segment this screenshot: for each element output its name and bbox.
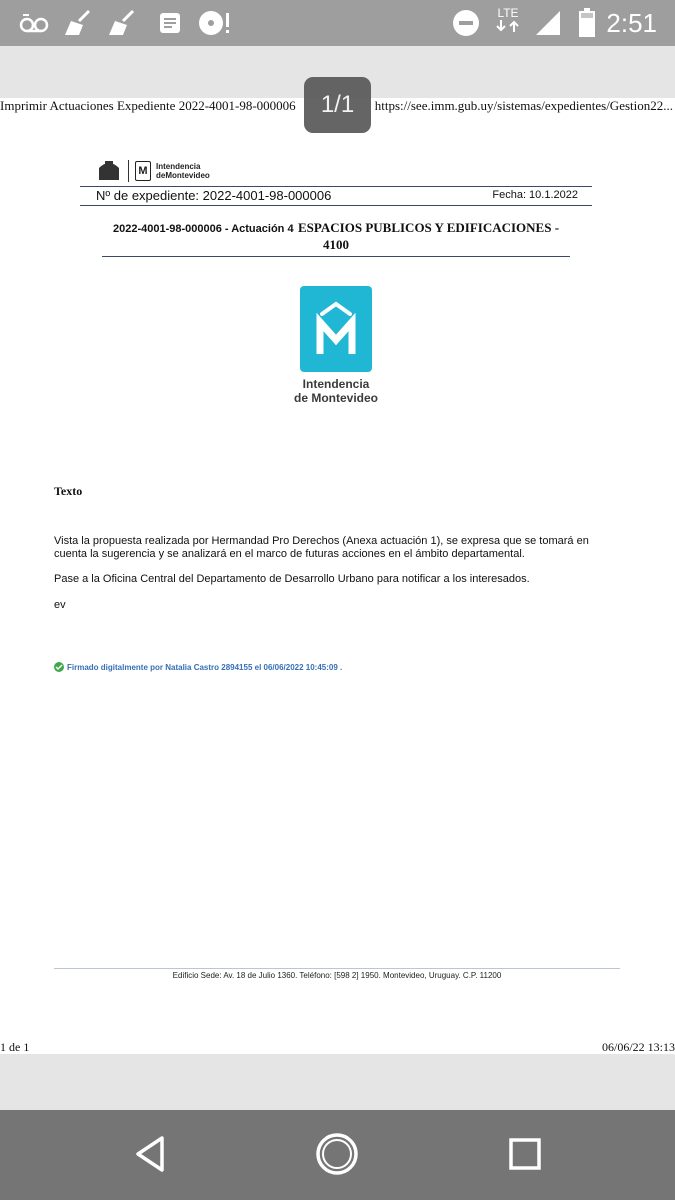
paragraph: ev — [54, 599, 66, 611]
pdf-page — [0, 98, 675, 1054]
print-timestamp: 06/06/22 13:13 — [601, 1040, 675, 1054]
cleaner-icon — [62, 8, 94, 38]
battery-icon — [575, 8, 599, 38]
logo-text-line-1: Intendencia — [302, 377, 370, 391]
actuacion-prefix: 2022-4001-98-000006 - Actuación 4 — [112, 223, 294, 235]
back-button[interactable] — [126, 1132, 174, 1180]
intendencia-logo-text — [270, 377, 402, 405]
lte-data-icon — [494, 6, 522, 35]
logo-small-line-2: deMontevideo — [156, 171, 210, 180]
status-bar — [0, 0, 675, 46]
network-type-label: LTE — [497, 6, 519, 20]
signal-icon — [532, 8, 564, 38]
actuacion-name: ESPACIOS PUBLICOS Y EDIFICACIONES - 4100 — [298, 220, 560, 252]
digital-signature — [54, 662, 342, 672]
logo-small-line-1: Intendencia — [156, 162, 201, 171]
print-header-url: https://see.imm.gub.uy/sistemas/expedientes/Gestion22... — [374, 98, 673, 113]
paragraph: Pase a la Oficina Central del Departamento de Desarrollo Urbano para notificar a los interesados. — [54, 573, 530, 585]
print-page-count: 1 de 1 — [0, 1040, 30, 1054]
logo-divider — [128, 160, 129, 182]
footer-divider — [54, 968, 620, 969]
print-header-title: Imprimir Actuaciones Expediente 2022-4001-98-000006 — [0, 98, 296, 113]
document-footer: Edificio Sede: Av. 18 de Julio 1360. Teléfono: [598 2] 1950. Montevideo, Uruguay. C.P. 11200 — [172, 971, 502, 980]
intendencia-m-logo-icon — [300, 286, 372, 372]
logo-text-line-2: de Montevideo — [293, 391, 378, 405]
recents-button[interactable] — [501, 1132, 549, 1180]
page-indicator: 1/1 — [304, 77, 371, 133]
home-icon — [315, 1132, 359, 1181]
navigation-bar — [0, 1110, 675, 1200]
disc-alert-icon — [196, 8, 234, 38]
expediente-row — [80, 186, 592, 206]
actuacion-title — [102, 220, 570, 257]
logo-small-text — [156, 162, 210, 180]
recents-icon — [507, 1136, 543, 1177]
expediente-number: Nº de expediente: 2022-4001-98-000006 — [96, 188, 332, 203]
clock: 2:51 — [606, 8, 657, 38]
signature-text: Firmado digitalmente por Natalia Castro 2894155 el 06/06/2022 10:45:09 . — [67, 662, 343, 672]
cleaner-icon — [106, 8, 138, 38]
back-icon — [132, 1134, 168, 1179]
m-logo-icon: M — [135, 161, 151, 181]
home-button[interactable] — [313, 1132, 361, 1180]
montevideo-seal-icon — [96, 160, 122, 182]
intendencia-logo-small — [96, 160, 210, 182]
voicemail-icon — [18, 8, 50, 38]
section-title: Texto — [54, 484, 83, 498]
viewer-background-bottom — [0, 1054, 675, 1110]
do-not-disturb-icon — [450, 8, 482, 38]
check-circle-icon — [54, 662, 64, 672]
notes-icon — [156, 8, 184, 38]
expediente-date: Fecha: 10.1.2022 — [492, 189, 578, 201]
paragraph: Vista la propuesta realizada por Hermandad Pro Derechos (Anexa actuación 1), se expresa que se tomará en cuenta la sugerencia y se analizará en el marco de futuras acciones en el ámbito departamental. — [54, 535, 589, 560]
